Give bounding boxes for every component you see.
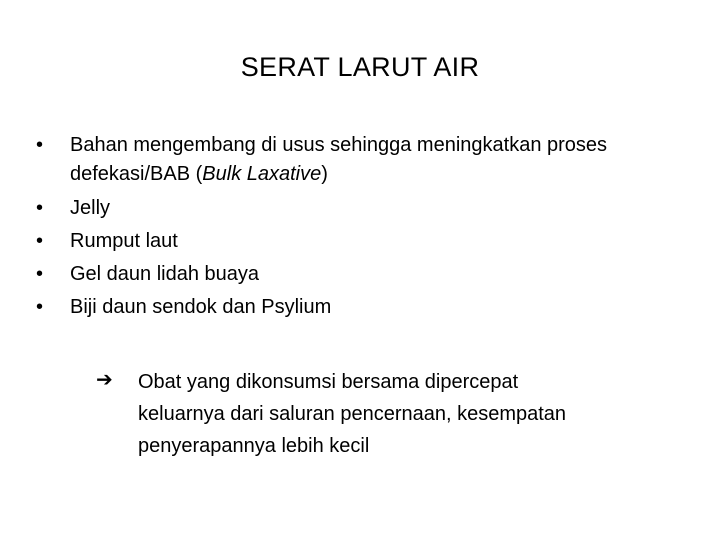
conclusion-line: penyerapannya lebih kecil: [138, 435, 370, 457]
conclusion-line: keluarnya dari saluran pencernaan, kesempatan: [138, 403, 567, 425]
slide-title: SERAT LARUT AIR: [240, 52, 480, 82]
conclusion-line: Obat yang dikonsumsi bersama dipercepat: [138, 371, 519, 393]
bullet-text: Bahan mengembang di usus sehingga meningkatkan proses defekasi/BAB (: [70, 134, 608, 185]
bullet-dot: •: [36, 197, 44, 219]
bullet-item: [36, 131, 686, 189]
bullet-text-end: ): [321, 163, 328, 185]
bullet-item: [36, 192, 686, 225]
bullet-dot: •: [36, 134, 44, 156]
arrow-right-icon: ➔: [96, 369, 113, 391]
conclusion-text: [138, 366, 658, 462]
bullet-dot: •: [36, 263, 44, 285]
bullet-text: Jelly: [70, 197, 111, 219]
bullet-item: [36, 291, 686, 324]
bullet-dot: •: [36, 230, 44, 252]
bullet-item: [36, 225, 686, 258]
bullet-text: Rumput laut: [70, 230, 178, 252]
bullet-item: [36, 258, 686, 291]
bullet-list: [36, 131, 686, 324]
bullet-text: Biji daun sendok dan Psylium: [70, 296, 332, 318]
bullet-dot: •: [36, 296, 44, 318]
bullet-text: Gel daun lidah buaya: [70, 263, 260, 285]
bullet-text-italic: Bulk Laxative: [202, 163, 322, 185]
